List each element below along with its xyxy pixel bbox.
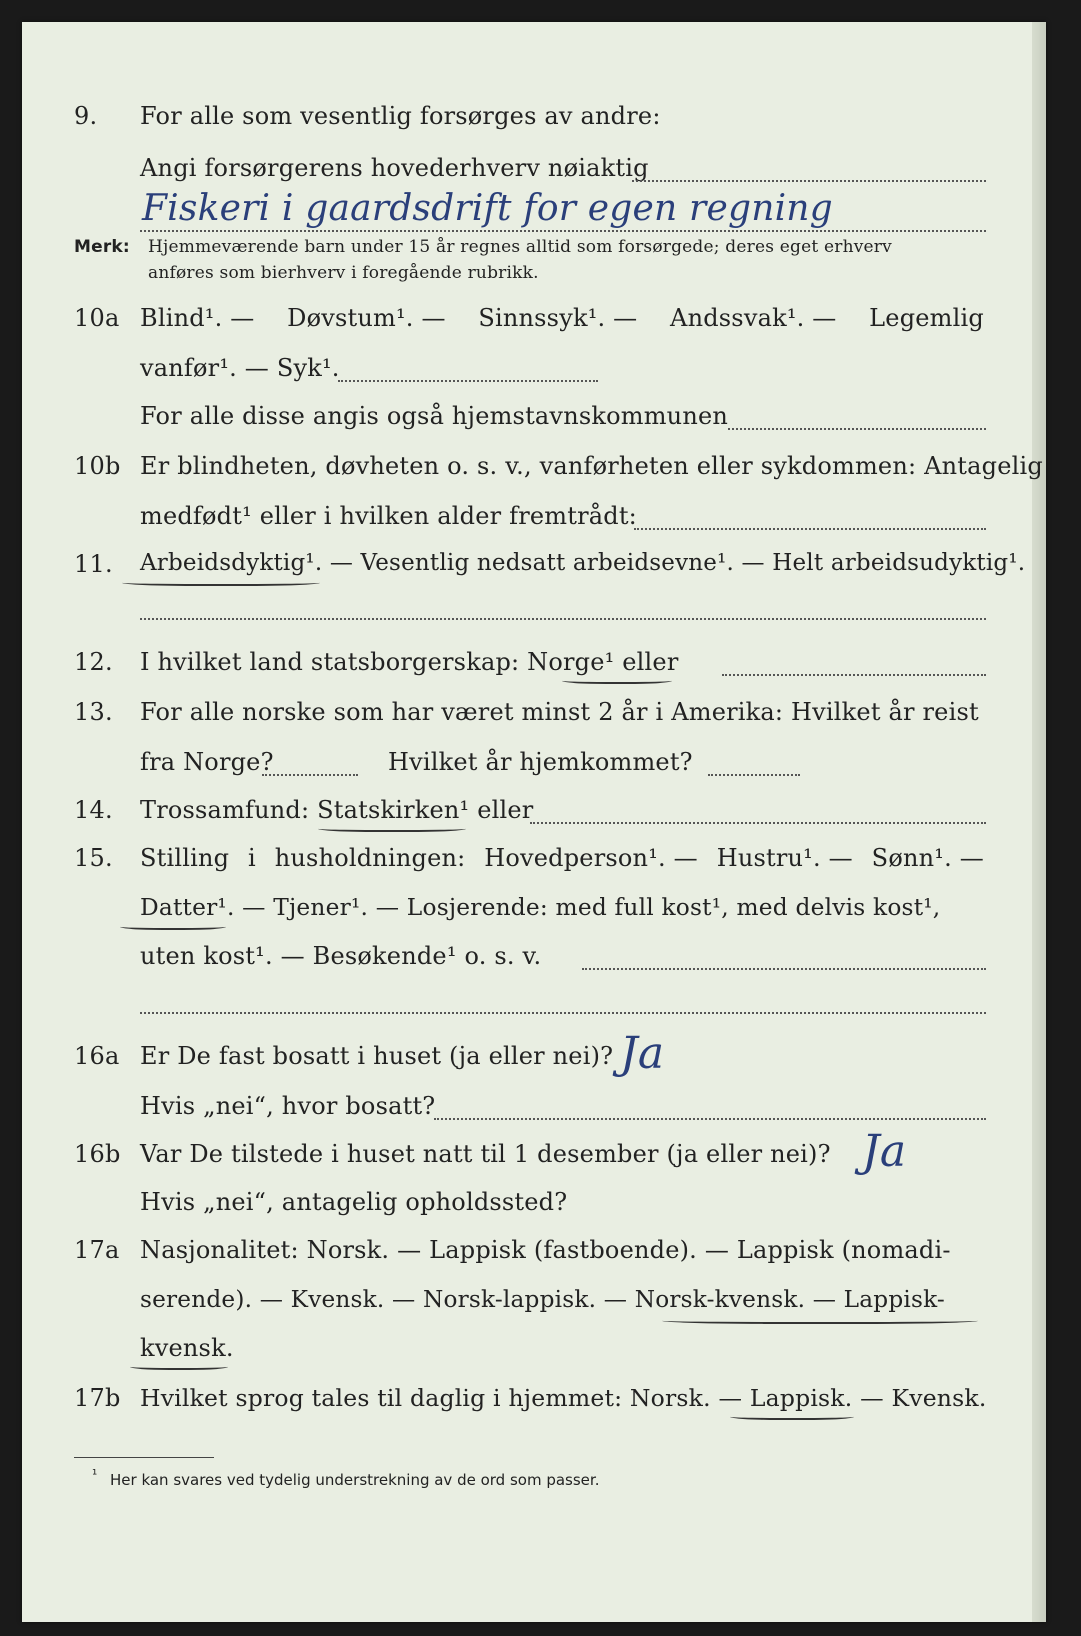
q10b-line1	[22, 452, 1046, 498]
q11-blank-line	[22, 598, 1046, 644]
q11-text1: Arbeidsdyktig¹. — Vesentlig nedsatt arbeidsevne¹. — Helt arbeidsudyktig¹.	[140, 550, 1026, 576]
q10b-number: 10b	[74, 452, 121, 480]
q16a-text2: Hvis „nei“, hvor bosatt?	[140, 1092, 436, 1120]
q15-options1	[140, 844, 984, 872]
q10a-opt-dovstum: Døvstum¹. —	[287, 304, 446, 332]
q9-answer-dotted-line	[140, 230, 986, 232]
q12-fill-line	[722, 674, 986, 676]
q15-word-husholdningen: husholdningen:	[274, 844, 466, 872]
q15-opt-hustru: Hustru¹. —	[716, 844, 853, 872]
census-form-page	[22, 22, 1046, 1622]
q10b-text1: Er blindheten, døvheten o. s. v., vanførheten eller sykdommen: Antagelig	[140, 452, 1043, 480]
q9-handwritten-answer: Fiskeri i gaardsdrift for egen regning	[142, 188, 833, 229]
q14-underline-mark	[318, 824, 466, 832]
q13-text1: For alle norske som har været minst 2 år i Amerika: Hvilket år reist	[140, 698, 979, 726]
q16a-line1	[22, 1028, 1046, 1088]
q11-fill-line	[140, 618, 986, 620]
q10a-fill-line	[338, 380, 598, 382]
q14-text1: Trossamfund: Statskirken¹ eller	[140, 796, 534, 824]
q15-line1	[22, 844, 1046, 890]
q10a-line1	[22, 304, 1046, 350]
q17b-text1: Hvilket sprog tales til daglig i hjemmet: Norsk. — Lappisk. — Kvensk.	[140, 1384, 987, 1412]
q13-fill-line-a	[262, 774, 358, 776]
q13-text2a: fra Norge?	[140, 748, 274, 776]
q16a-handwritten-answer: Ja	[620, 1028, 665, 1079]
q10b-fill-line	[634, 528, 986, 530]
q14-fill-line	[530, 822, 986, 824]
q17a-number: 17a	[74, 1236, 120, 1264]
q15-text2: Datter¹. — Tjener¹. — Losjerende: med full kost¹, med delvis kost¹,	[140, 894, 941, 921]
q10a-opt-sinnssyk: Sinnssyk¹. —	[478, 304, 638, 332]
q10a-fill-line2	[728, 428, 986, 430]
q12-text1: I hvilket land statsborgerskap: Norge¹ eller	[140, 648, 679, 676]
q17a-underline-mark	[662, 1316, 978, 1324]
q17a-text3: kvensk.	[140, 1334, 234, 1362]
q16b-number: 16b	[74, 1140, 121, 1168]
q13-text2b: Hvilket år hjemkommet?	[388, 748, 693, 776]
q12-underline-mark	[562, 676, 672, 684]
q16b-handwritten-answer: Ja	[862, 1126, 907, 1177]
q9-text2: Angi forsørgerens hovederhverv nøiaktig	[140, 154, 649, 182]
footnote-mark: ¹	[92, 1468, 98, 1483]
q17b-underline-mark	[730, 1412, 854, 1420]
q16b-text2: Hvis „nei“, antagelig opholdssted?	[140, 1188, 568, 1216]
q10a-text3: For alle disse angis også hjemstavnskommunen	[140, 402, 729, 430]
q10a-number: 10a	[74, 304, 120, 332]
q15-opt-hovedperson: Hovedperson¹. —	[484, 844, 698, 872]
q16b-line2	[22, 1188, 1046, 1234]
q9-fill-line	[632, 180, 986, 182]
q10a-opt-blind: Blind¹. —	[140, 304, 255, 332]
q14-line1	[22, 796, 1046, 842]
merk-text1: Hjemmeværende barn under 15 år regnes alltid som forsørgede; deres eget erhverv	[148, 237, 892, 257]
q16a-number: 16a	[74, 1042, 120, 1070]
q17b-number: 17b	[74, 1384, 121, 1412]
q12-number: 12.	[74, 648, 113, 676]
q10a-opt-andssvak: Andssvak¹. —	[670, 304, 837, 332]
q11-number: 11.	[74, 550, 113, 578]
q11-underline-mark	[122, 578, 320, 586]
q10b-line2	[22, 502, 1046, 548]
q9-answer-line	[22, 188, 1046, 238]
q17b-line1	[22, 1384, 1046, 1430]
q9-line1	[22, 102, 1046, 148]
q15-word-stilling: Stilling	[140, 844, 230, 872]
q10a-options	[140, 304, 984, 332]
q17a-line2	[22, 1286, 1046, 1332]
q17a-text2: serende). — Kvensk. — Norsk-lappisk. — Norsk-kvensk. — Lappisk-	[140, 1286, 945, 1313]
q15-opt-sonn: Sønn¹. —	[871, 844, 984, 872]
q15-fill-line2	[140, 1012, 986, 1014]
q10a-line2	[22, 354, 1046, 400]
q12-line1	[22, 648, 1046, 694]
q10a-text2: vanfør¹. — Syk¹.	[140, 354, 340, 382]
q17a-underline-mark2	[130, 1362, 228, 1370]
q11-line1	[22, 550, 1046, 596]
q16b-line1	[22, 1126, 1046, 1186]
q15-word-i: i	[248, 844, 256, 872]
q17a-text1: Nasjonalitet: Norsk. — Lappisk (fastboende). — Lappisk (nomadi-	[140, 1236, 951, 1264]
q13-line2	[22, 748, 1046, 794]
q16b-text1: Var De tilstede i huset natt til 1 desember (ja eller nei)?	[140, 1140, 831, 1168]
footnote-rule	[74, 1457, 214, 1458]
q10b-text2: medfødt¹ eller i hvilken alder fremtrådt:	[140, 502, 637, 530]
q16a-fill-line	[434, 1118, 986, 1120]
q17a-line3	[22, 1334, 1046, 1380]
q10a-opt-legemlig: Legemlig	[869, 304, 984, 332]
q13-fill-line-b	[708, 774, 800, 776]
q15-text3: uten kost¹. — Besøkende¹ o. s. v.	[140, 942, 542, 970]
q10a-line3	[22, 402, 1046, 448]
q13-line1	[22, 698, 1046, 744]
merk-text2: anføres som bierhverv i foregående rubrikk.	[148, 263, 539, 283]
q15-fill-line	[582, 968, 986, 970]
q16a-text1: Er De fast bosatt i huset (ja eller nei)?	[140, 1042, 614, 1070]
q14-number: 14.	[74, 796, 113, 824]
q15-underline-mark	[120, 922, 226, 930]
merk-note	[22, 234, 1046, 294]
q17a-line1	[22, 1236, 1046, 1282]
q9-text1: For alle som vesentlig forsørges av andre:	[140, 102, 661, 130]
q15-line2	[22, 894, 1046, 940]
footnote	[92, 1468, 599, 1489]
q15-blank-line	[22, 988, 1046, 1034]
q9-number: 9.	[74, 102, 98, 130]
q15-number: 15.	[74, 844, 113, 872]
q15-line3	[22, 942, 1046, 988]
q13-number: 13.	[74, 698, 113, 726]
merk-label: Merk:	[74, 237, 130, 257]
footnote-text: Her kan svares ved tydelig understrekning av de ord som passer.	[110, 1471, 600, 1489]
